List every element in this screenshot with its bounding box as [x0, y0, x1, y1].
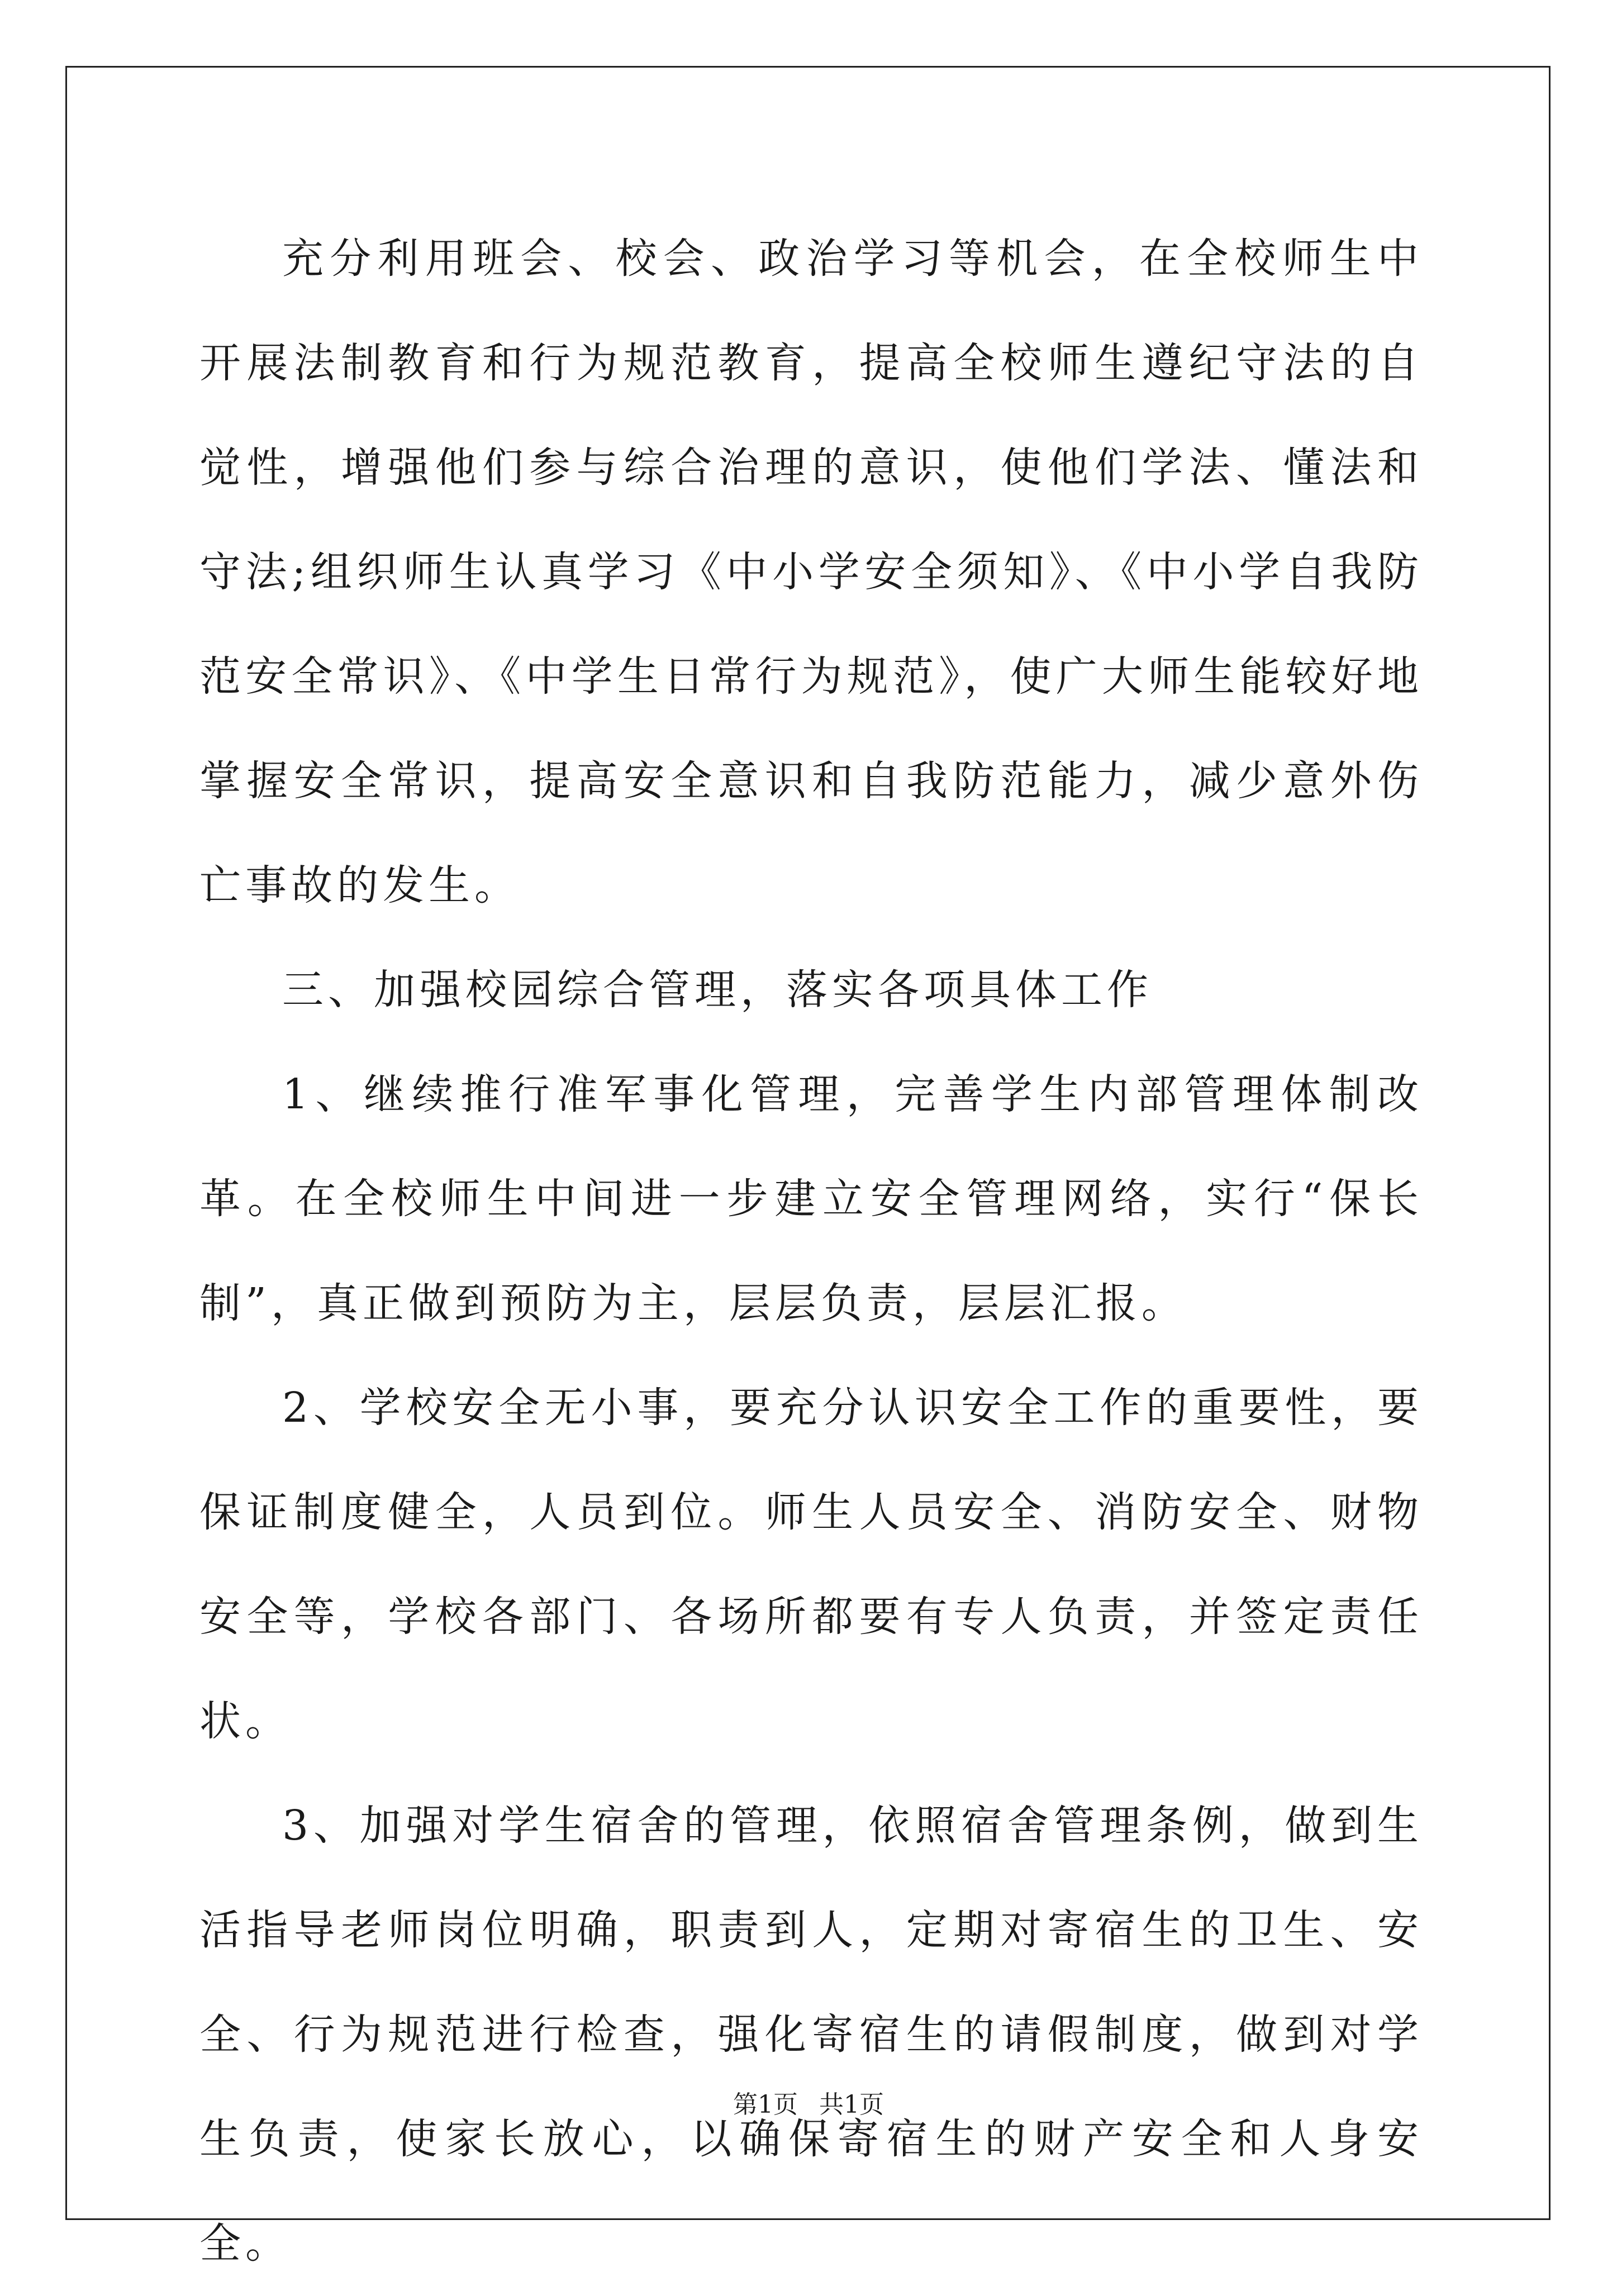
- section-heading-campus-management: 三、加强校园综合管理，落实各项具体工作: [282, 966, 1153, 1014]
- page-number-current: 第1页: [733, 2090, 798, 2119]
- paragraph-item-2: 2、学校安全无小事，要充分认识安全工作的重要性，要保证制度健全，人员到位。师生人员安全、消防安全、财物安全等，学校各部门、各场所都要有专人负责，并签定责任状。: [199, 1384, 1423, 1745]
- page-footer: [0, 2088, 1617, 2122]
- paragraph-item-3: 3、加强对学生宿舍的管理，依照宿舍管理条例，做到生活指导老师岗位明确，职责到人，定期对寄宿生的卫生、安全、行为规范进行检查，强化寄宿生的请假制度，做到对学生负责，使家长放心，以确保寄宿生的财产安全和人身安全。: [199, 1802, 1423, 2268]
- document-body: [199, 207, 1423, 2296]
- paragraph-legal-education: 充分利用班会、校会、政治学习等机会，在全校师生中开展法制教育和行为规范教育，提高全校师生遵纪守法的自觉性，增强他们参与综合治理的意识，使他们学法、懂法和守法;组织师生认真学习《中小学安全须知》、《中小学自我防范安全常识》、《中学生日常行为规范》，使广大师生能较好地掌握安全常识，提高安全意识和自我防范能力，减少意外伤亡事故的发生。: [199, 235, 1423, 909]
- paragraph-item-1: 1、继续推行准军事化管理，完善学生内部管理体制改革。在全校师生中间进一步建立安全管理网络，实行“保长制”，真正做到预防为主，层层负责，层层汇报。: [199, 1070, 1423, 1327]
- page-number-total: 共1页: [819, 2090, 884, 2119]
